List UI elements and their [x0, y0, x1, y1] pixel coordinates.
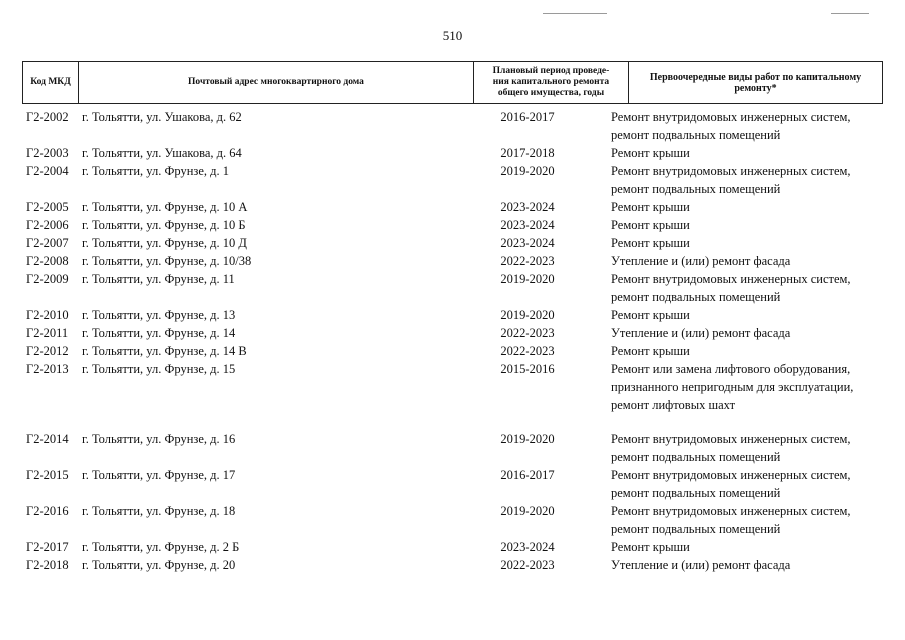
row-works-line: Ремонт внутридомовых инженерных систем,: [611, 468, 851, 482]
row-code: Г2-2004: [26, 164, 69, 178]
row-works: [611, 466, 891, 502]
row-works: [611, 234, 891, 252]
row-address: г. Тольятти, ул. Фрунзе, д. 17: [82, 468, 236, 482]
row-address: г. Тольятти, ул. Фрунзе, д. 10/38: [82, 254, 252, 268]
header-period-line: общего имущества, годы: [497, 88, 605, 98]
row-works: [611, 324, 891, 342]
row-works-line: Утепление и (или) ремонт фасада: [611, 254, 791, 268]
row-period: 2023-2024: [500, 218, 555, 232]
row-works: [611, 270, 891, 306]
row-works: [611, 216, 891, 234]
row-works-line: Ремонт крыши: [611, 146, 690, 160]
row-works-line: Ремонт или замена лифтового оборудования,: [611, 362, 851, 376]
row-address: г. Тольятти, ул. Фрунзе, д. 10 Д: [82, 236, 247, 250]
row-address: г. Тольятти, ул. Фрунзе, д. 2 Б: [82, 540, 240, 554]
row-works-line: Ремонт крыши: [611, 308, 690, 322]
row-works-line: Ремонт крыши: [611, 540, 690, 554]
row-period: 2019-2020: [500, 164, 555, 178]
header-code: Код МКД: [23, 62, 79, 103]
row-address: г. Тольятти, ул. Фрунзе, д. 14 В: [82, 344, 247, 358]
row-works: [611, 556, 891, 574]
row-address: г. Тольятти, ул. Фрунзе, д. 10 А: [82, 200, 248, 214]
row-works-line: Ремонт крыши: [611, 344, 690, 358]
row-code: Г2-2009: [26, 272, 69, 286]
row-works-line: ремонт лифтовых шахт: [611, 398, 736, 412]
row-period: 2023-2024: [500, 236, 555, 250]
row-period: 2019-2020: [500, 308, 555, 322]
row-works-line: ремонт подвальных помещений: [611, 290, 781, 304]
row-code: Г2-2005: [26, 200, 69, 214]
row-address: г. Тольятти, ул. Фрунзе, д. 13: [82, 308, 236, 322]
row-address: г. Тольятти, ул. Фрунзе, д. 20: [82, 558, 236, 572]
row-period: 2022-2023: [500, 326, 555, 340]
page-number: 510: [442, 28, 463, 43]
row-works-line: Ремонт внутридомовых инженерных систем,: [611, 110, 851, 124]
row-code: Г2-2003: [26, 146, 69, 160]
row-works-line: ремонт подвальных помещений: [611, 128, 781, 142]
scan-artifact-line: [543, 13, 607, 14]
row-period: 2019-2020: [500, 504, 555, 518]
row-code: Г2-2012: [26, 344, 69, 358]
row-period: 2022-2023: [500, 254, 555, 268]
row-works-line: ремонт подвальных помещений: [611, 182, 781, 196]
header-period-line: ния капитального ремонта: [492, 77, 610, 87]
row-works-line: Ремонт крыши: [611, 218, 690, 232]
row-code: Г2-2010: [26, 308, 69, 322]
row-works-line: Утепление и (или) ремонт фасада: [611, 558, 791, 572]
row-works-line: Ремонт крыши: [611, 236, 690, 250]
row-period: 2019-2020: [500, 272, 555, 286]
row-works: [611, 360, 891, 414]
row-works-line: Ремонт внутридомовых инженерных систем,: [611, 164, 851, 178]
row-works: [611, 162, 891, 198]
row-code: Г2-2002: [26, 110, 69, 124]
row-works-line: ремонт подвальных помещений: [611, 450, 781, 464]
row-works: [611, 502, 891, 538]
row-code: Г2-2011: [26, 326, 69, 340]
row-address: г. Тольятти, ул. Фрунзе, д. 14: [82, 326, 236, 340]
row-code: Г2-2018: [26, 558, 69, 572]
row-period: 2017-2018: [500, 146, 555, 160]
row-works-line: Ремонт крыши: [611, 200, 690, 214]
row-period: 2022-2023: [500, 558, 555, 572]
row-works-line: Ремонт внутридомовых инженерных систем,: [611, 272, 851, 286]
row-address: г. Тольятти, ул. Ушакова, д. 64: [82, 146, 242, 160]
row-period: 2015-2016: [500, 362, 555, 376]
row-period: 2022-2023: [500, 344, 555, 358]
scan-artifact-line: [831, 13, 869, 14]
row-works: [611, 342, 891, 360]
header-works-line: ремонту*: [734, 82, 777, 94]
row-works: [611, 144, 891, 162]
header-period-line: Плановый период проведе-: [492, 66, 610, 76]
row-address: г. Тольятти, ул. Фрунзе, д. 1: [82, 164, 229, 178]
header-works: [629, 62, 882, 103]
row-address: г. Тольятти, ул. Фрунзе, д. 11: [82, 272, 235, 286]
header-works-line: Первоочередные виды работ по капитальному: [649, 71, 862, 83]
row-works: [611, 430, 891, 466]
row-code: Г2-2014: [26, 432, 69, 446]
table-header: [22, 61, 883, 104]
row-works: [611, 306, 891, 324]
row-address: г. Тольятти, ул. Фрунзе, д. 15: [82, 362, 236, 376]
row-works: [611, 252, 891, 270]
row-works: [611, 108, 891, 144]
row-period: 2019-2020: [500, 432, 555, 446]
row-period: 2016-2017: [500, 110, 555, 124]
row-address: г. Тольятти, ул. Фрунзе, д. 10 Б: [82, 218, 246, 232]
row-address: г. Тольятти, ул. Фрунзе, д. 16: [82, 432, 236, 446]
row-period: 2016-2017: [500, 468, 555, 482]
row-period: 2023-2024: [500, 200, 555, 214]
row-works-line: Ремонт внутридомовых инженерных систем,: [611, 504, 851, 518]
row-works-line: Утепление и (или) ремонт фасада: [611, 326, 791, 340]
row-works-line: ремонт подвальных помещений: [611, 522, 781, 536]
row-code: Г2-2008: [26, 254, 69, 268]
row-code: Г2-2016: [26, 504, 69, 518]
row-works-line: признанного непригодным для эксплуатации,: [611, 380, 854, 394]
row-code: Г2-2017: [26, 540, 69, 554]
row-code: Г2-2013: [26, 362, 69, 376]
row-code: Г2-2015: [26, 468, 69, 482]
row-address: г. Тольятти, ул. Ушакова, д. 62: [82, 110, 242, 124]
row-code: Г2-2006: [26, 218, 69, 232]
header-period: [474, 62, 629, 103]
row-works: [611, 198, 891, 216]
header-address: Почтовый адрес многоквартирного дома: [79, 62, 474, 103]
row-period: 2023-2024: [500, 540, 555, 554]
row-code: Г2-2007: [26, 236, 69, 250]
row-works-line: ремонт подвальных помещений: [611, 486, 781, 500]
row-works-line: Ремонт внутридомовых инженерных систем,: [611, 432, 851, 446]
row-address: г. Тольятти, ул. Фрунзе, д. 18: [82, 504, 236, 518]
row-works: [611, 538, 891, 556]
